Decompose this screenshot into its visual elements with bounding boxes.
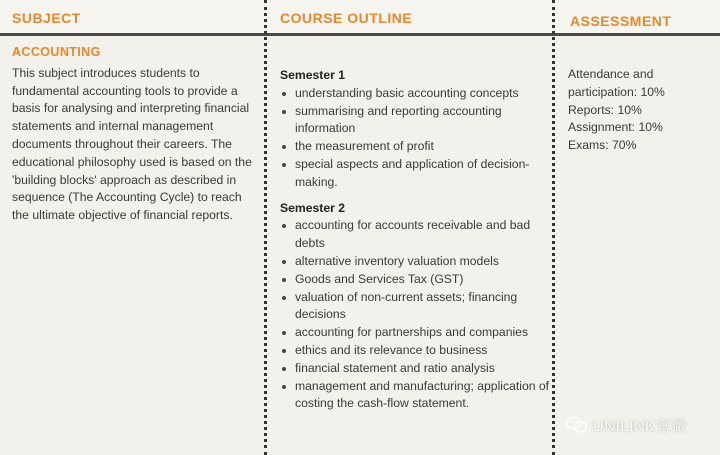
list-item: valuation of non-current assets; financing decisions xyxy=(280,289,550,325)
list-item: special aspects and application of decision-making. xyxy=(280,156,550,192)
column-divider-1 xyxy=(264,0,267,455)
wechat-icon xyxy=(566,416,588,434)
course-outline-column xyxy=(280,67,550,413)
list-item: ethics and its relevance to business xyxy=(280,342,550,360)
subject-column xyxy=(12,44,252,225)
assessment-exams: Exams: 70% xyxy=(568,138,637,153)
assessment-attendance: Attendance and participation: 10% xyxy=(568,67,665,99)
watermark xyxy=(566,412,687,438)
list-item: the measurement of profit xyxy=(280,138,550,156)
subject-description: This subject introduces students to fundamental accounting tools to provide a basis for analysing and interpreting financial statements and internal management documents throughout their careers. The educational philosophy used is based on the 'building blocks' approach as described in sequence (The Accounting Cycle) to reach the ultimate objective of financial reports. xyxy=(12,65,252,223)
semester-2-list xyxy=(280,217,550,413)
watermark-text: UNILINK官微 xyxy=(593,417,687,435)
assessment-column xyxy=(568,66,713,155)
list-item: understanding basic accounting concepts xyxy=(280,85,550,103)
assessment-reports: Reports: 10% xyxy=(568,102,642,117)
table-header xyxy=(0,0,720,36)
header-subject: SUBJECT xyxy=(12,10,81,26)
list-item: Goods and Services Tax (GST) xyxy=(280,271,550,289)
list-item: financial statement and ratio analysis xyxy=(280,360,550,378)
list-item: management and manufacturing; application of costing the cash-flow statement. xyxy=(280,378,550,414)
list-item: accounting for partnerships and companies xyxy=(280,324,550,342)
semester-1-list xyxy=(280,85,550,192)
column-divider-2 xyxy=(552,0,555,455)
header-course-outline: COURSE OUTLINE xyxy=(280,10,413,26)
semester-1-title: Semester 1 xyxy=(280,68,346,82)
list-item: accounting for accounts receivable and bad debts xyxy=(280,217,550,253)
header-assessment: ASSESSMENT xyxy=(570,13,672,29)
semester-2-title: Semester 2 xyxy=(280,200,346,215)
list-item: alternative inventory valuation models xyxy=(280,253,550,271)
assessment-assignment: Assignment: 10% xyxy=(568,120,663,135)
subject-name: ACCOUNTING xyxy=(12,45,101,59)
list-item: summarising and reporting accounting information xyxy=(280,103,550,139)
